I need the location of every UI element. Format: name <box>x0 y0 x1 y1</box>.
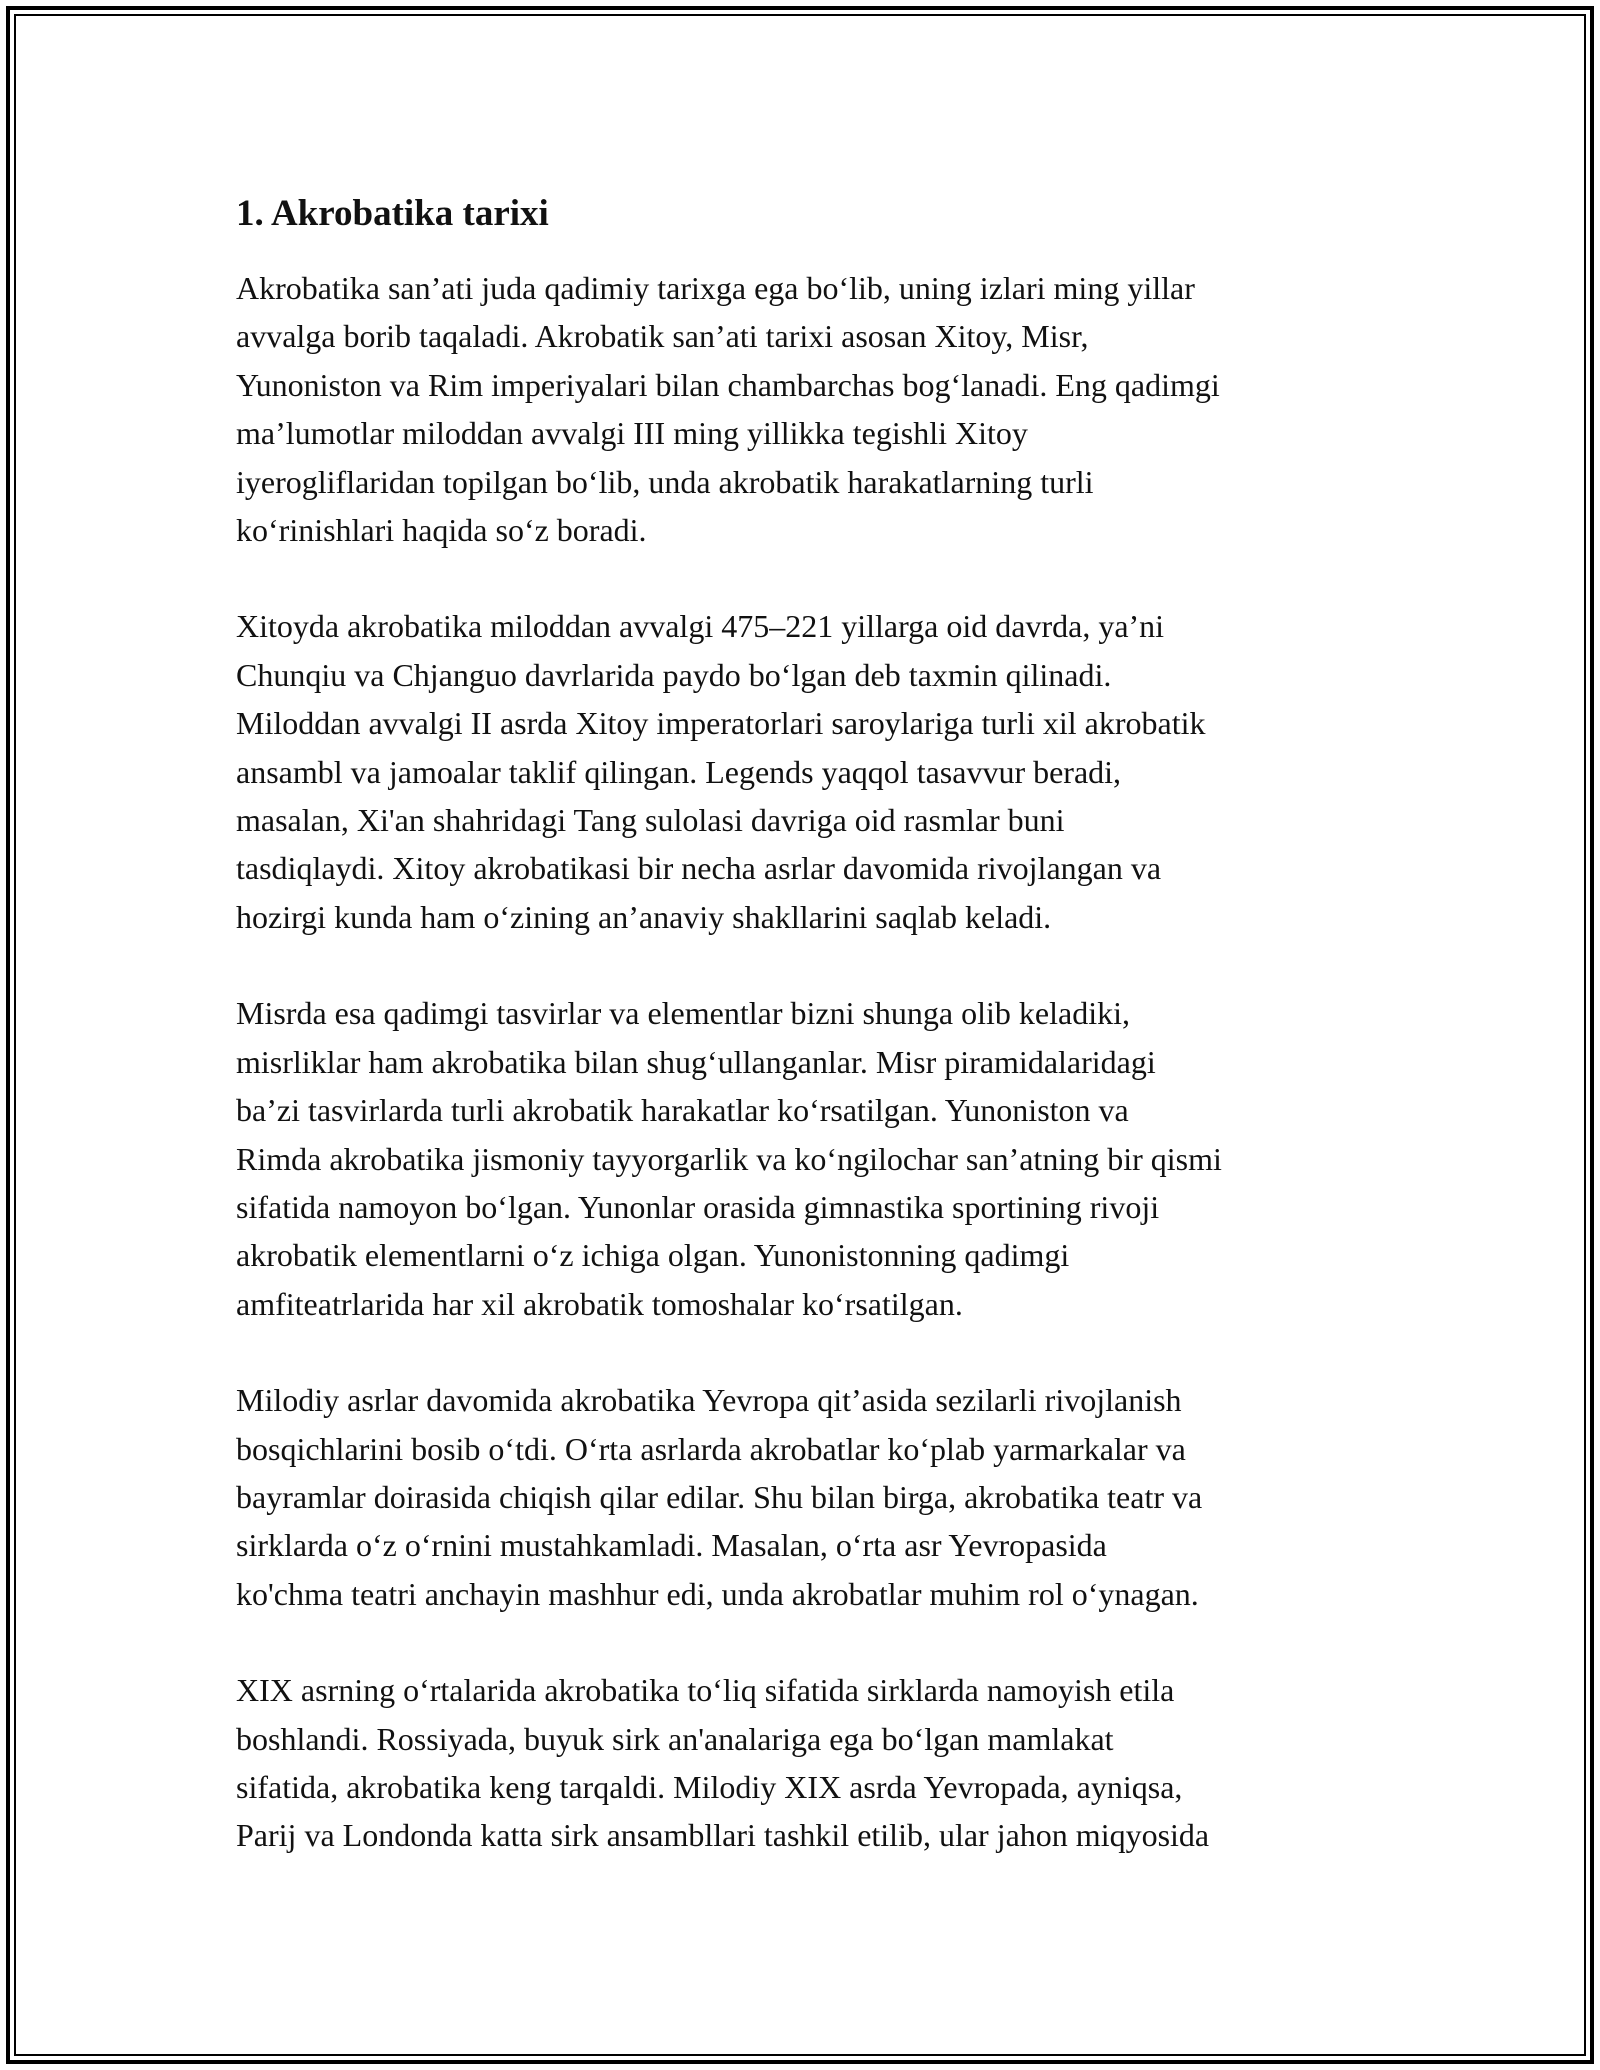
document-body <box>236 186 1386 1908</box>
text-line: Rimda akrobatika jismoniy tayyorgarlik va ko‘ngilochar san’atning bir qismi <box>236 1140 1222 1177</box>
paragraph <box>236 1666 1386 1860</box>
text-line: hozirgi kunda ham o‘zining an’anaviy shakllarini saqlab keladi. <box>236 898 1052 935</box>
text-line: Yunoniston va Rim imperiyalari bilan chambarchas bog‘lanadi. Eng qadimgi <box>236 366 1220 403</box>
text-line: bosqichlarini bosib o‘tdi. O‘rta asrlarda akrobatlar ko‘plab yarmarkalar va <box>236 1430 1186 1467</box>
text-line: misrliklar ham akrobatika bilan shug‘ullanganlar. Misr piramidalaridagi <box>236 1043 1156 1080</box>
section-heading: 1. Akrobatika tarixi <box>236 193 549 234</box>
text-line: Parij va Londonda katta sirk ansambllari tashkil etilib, ular jahon miqyosida <box>236 1817 1210 1854</box>
text-line: iyerogliflaridan topilgan bo‘lib, unda akrobatik harakatlarning turli <box>236 463 1094 500</box>
paragraph <box>236 989 1386 1328</box>
text-line: Milodiy asrlar davomida akrobatika Yevropa qit’asida sezilarli rivojlanish <box>236 1382 1182 1419</box>
text-line: Misrda esa qadimgi tasvirlar va elementlar bizni shunga olib keladiki, <box>236 995 1130 1032</box>
text-line: boshlandi. Rossiyada, buyuk sirk an'analariga ega bo‘lgan mamlakat <box>236 1720 1114 1757</box>
text-line: akrobatik elementlarni o‘z ichiga olgan. Yunonistonning qadimgi <box>236 1237 1070 1274</box>
text-line: Chunqiu va Chjanguo davrlarida paydo bo‘lgan deb taxmin qilinadi. <box>236 656 1112 693</box>
text-line: ko'chma teatri anchayin mashhur edi, unda akrobatlar muhim rol o‘ynagan. <box>236 1575 1199 1612</box>
text-line: ansambl va jamoalar taklif qilingan. Legends yaqqol tasavvur beradi, <box>236 753 1122 790</box>
text-line: avvalga borib taqaladi. Akrobatik san’ati tarixi asosan Xitoy, Misr, <box>236 318 1089 355</box>
text-line: Xitoyda akrobatika miloddan avvalgi 475–221 yillarga oid davrda, ya’ni <box>236 608 1165 645</box>
text-line: sifatida namoyon bo‘lgan. Yunonlar orasida gimnastika sportining rivoji <box>236 1188 1160 1225</box>
text-line: Miloddan avvalgi II asrda Xitoy imperatorlari saroylariga turli xil akrobatik <box>236 705 1206 742</box>
paragraph <box>236 602 1386 941</box>
text-line: amfiteatrlarida har xil akrobatik tomoshalar ko‘rsatilgan. <box>236 1285 963 1322</box>
text-line: sirklarda o‘z o‘rnini mustahkamladi. Masalan, o‘rta asr Yevropasida <box>236 1527 1107 1564</box>
text-line: XIX asrning o‘rtalarida akrobatika to‘liq sifatida sirklarda namoyish etila <box>236 1672 1175 1709</box>
text-line: masalan, Xi'an shahridagi Tang sulolasi davriga oid rasmlar buni <box>236 802 1065 839</box>
text-line: ko‘rinishlari haqida so‘z boradi. <box>236 512 647 549</box>
paragraph <box>236 1376 1386 1618</box>
text-line: tasdiqlaydi. Xitoy akrobatikasi bir necha asrlar davomida rivojlangan va <box>236 850 1162 887</box>
text-line: ma’lumotlar miloddan avvalgi III ming yillikka tegishli Xitoy <box>236 415 1028 452</box>
paragraphs <box>236 264 1386 1860</box>
text-line: ba’zi tasvirlarda turli akrobatik harakatlar ko‘rsatilgan. Yunoniston va <box>236 1092 1129 1129</box>
text-line: Akrobatika san’ati juda qadimiy tarixga ega bo‘lib, uning izlari ming yillar <box>236 270 1195 306</box>
text-line: bayramlar doirasida chiqish qilar edilar. Shu bilan birga, akrobatika teatr va <box>236 1478 1203 1515</box>
text-line: sifatida, akrobatika keng tarqaldi. Milodiy XIX asrda Yevropada, ayniqsa, <box>236 1768 1183 1805</box>
paragraph <box>236 264 1386 554</box>
